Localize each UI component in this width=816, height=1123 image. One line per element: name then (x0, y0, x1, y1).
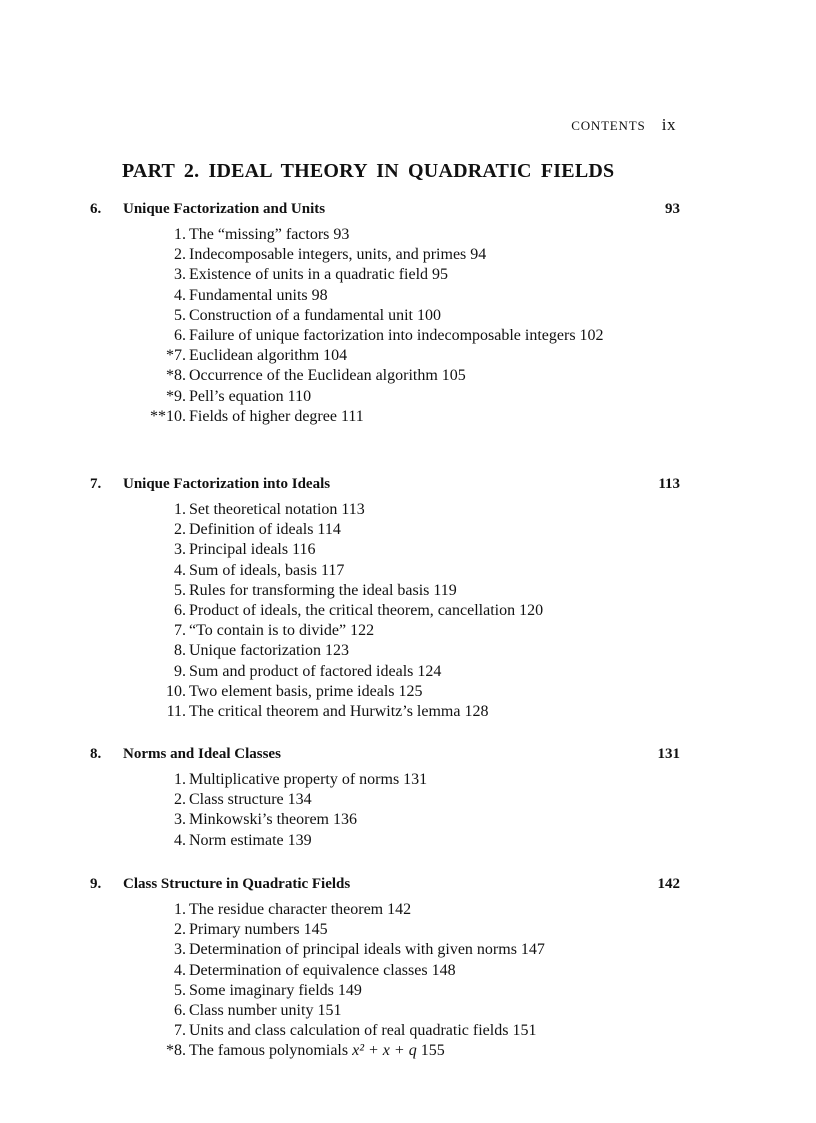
chapter-6 (90, 201, 680, 427)
chapter-title-group (90, 746, 281, 763)
section-item[interactable] (90, 900, 644, 920)
section-title: Existence of units in a quadratic field 95 (189, 266, 449, 284)
section-number: **10. (150, 407, 186, 425)
section-item[interactable] (90, 920, 644, 940)
section-title: Set theoretical notation 113 (189, 501, 365, 518)
chapter-title: Norms and Ideal Classes (123, 746, 281, 762)
part-title: PART 2. IDEAL THEORY IN QUADRATIC FIELDS (122, 160, 615, 182)
section-item[interactable] (90, 770, 644, 790)
section-item[interactable] (90, 702, 644, 722)
section-item[interactable] (90, 682, 644, 702)
section-number: 6. (174, 1002, 186, 1020)
section-item[interactable] (90, 387, 644, 407)
section-number: 2. (174, 791, 186, 809)
section-title: Multiplicative property of norms 131 (189, 771, 428, 788)
chapter-number: 7. (90, 476, 102, 492)
section-number: 1. (174, 901, 186, 918)
section-list (90, 770, 680, 851)
section-title: Primary numbers 145 (189, 921, 328, 939)
section-title: The residue character theorem 142 (189, 901, 412, 918)
section-item[interactable] (90, 581, 644, 601)
section-title: Rules for transforming the ideal basis 119 (189, 581, 457, 599)
section-number: *9. (166, 387, 186, 405)
section-title: Class number unity 151 (189, 1002, 342, 1020)
section-item[interactable] (90, 641, 644, 661)
section-item[interactable] (90, 366, 644, 386)
chapter-heading[interactable] (90, 476, 680, 500)
section-item[interactable] (90, 790, 644, 810)
section-item[interactable] (90, 306, 644, 326)
chapter-number: 6. (90, 201, 102, 217)
section-number: 7. (174, 622, 186, 640)
chapter-page: 142 (657, 876, 680, 892)
section-number: 3. (174, 541, 186, 559)
section-title: Class structure 134 (189, 791, 312, 809)
section-number: *8. (166, 367, 186, 385)
section-title: Indecomposable integers, units, and primes 94 (189, 246, 487, 264)
section-title: “To contain is to divide” 122 (189, 622, 375, 640)
section-item[interactable] (90, 621, 644, 641)
section-number: 4. (174, 831, 186, 849)
chapter-heading[interactable] (90, 876, 680, 900)
section-item[interactable] (90, 662, 644, 682)
running-head-label: CONTENTS (571, 118, 646, 133)
section-title: Two element basis, prime ideals 125 (189, 682, 423, 700)
section-number: 5. (174, 981, 186, 999)
chapter-title: Unique Factorization into Ideals (123, 476, 331, 492)
section-number: 10. (166, 682, 186, 700)
section-list (90, 500, 680, 722)
chapter-page: 93 (665, 201, 680, 217)
section-number: 2. (174, 921, 186, 939)
chapter-title: Class Structure in Quadratic Fields (123, 876, 351, 892)
section-title: Euclidean algorithm 104 (189, 347, 348, 365)
section-title: Definition of ideals 114 (189, 521, 341, 539)
section-item[interactable] (90, 265, 644, 285)
running-head (571, 115, 676, 135)
section-number: 6. (174, 327, 186, 345)
section-title: Sum of ideals, basis 117 (189, 561, 345, 579)
section-item[interactable] (90, 500, 644, 520)
section-list (90, 225, 680, 427)
section-list (90, 900, 680, 1062)
section-number: 2. (174, 246, 186, 264)
chapter-title-group (90, 201, 325, 218)
section-number: *7. (166, 347, 186, 365)
section-number: 3. (174, 266, 186, 284)
section-title: Norm estimate 139 (189, 831, 312, 849)
section-title: Principal ideals 116 (189, 541, 316, 559)
section-item[interactable] (90, 831, 644, 851)
section-page: 155 (420, 1042, 445, 1060)
section-number: 11. (166, 703, 186, 721)
chapter-heading[interactable] (90, 201, 680, 225)
section-title: Minkowski’s theorem 136 (189, 811, 357, 829)
section-item[interactable] (90, 1001, 644, 1021)
section-title: Fields of higher degree 111 (189, 407, 364, 425)
section-title: Some imaginary fields 149 (189, 981, 362, 999)
section-item[interactable] (90, 326, 644, 346)
section-title: Sum and product of factored ideals 124 (189, 662, 442, 680)
chapter-title-group (90, 876, 350, 893)
section-number: 4. (174, 961, 186, 979)
section-item[interactable] (90, 561, 644, 581)
chapter-heading[interactable] (90, 746, 680, 770)
section-number: 1. (174, 501, 186, 518)
section-number: 3. (174, 941, 186, 959)
chapter-number: 9. (90, 876, 102, 892)
section-item[interactable] (90, 286, 644, 306)
chapter-8 (90, 746, 680, 851)
chapter-7 (90, 476, 680, 722)
chapter-number: 8. (90, 746, 102, 762)
section-number: 4. (174, 561, 186, 579)
section-number: 2. (174, 521, 186, 539)
section-title: Fundamental units 98 (189, 286, 328, 304)
section-title: Unique factorization 123 (189, 642, 349, 660)
section-number: 5. (174, 581, 186, 599)
section-item[interactable] (90, 520, 644, 540)
section-formula: x² + x + q (352, 1042, 417, 1060)
chapter-title-group (90, 476, 330, 493)
section-title: Determination of equivalence classes 148 (189, 961, 456, 979)
section-number: 5. (174, 306, 186, 324)
section-title: Construction of a fundamental unit 100 (189, 306, 441, 324)
section-title: Determination of principal ideals with given norms 147 (189, 941, 545, 959)
section-title: The critical theorem and Hurwitz’s lemma 128 (189, 703, 489, 721)
section-number: 6. (174, 602, 186, 620)
section-item[interactable] (90, 407, 644, 427)
section-number: 4. (174, 286, 186, 304)
section-number: 9. (174, 662, 186, 680)
section-title: Units and class calculation of real quadratic fields 151 (189, 1022, 537, 1040)
chapter-title: Unique Factorization and Units (123, 201, 326, 217)
section-item[interactable] (90, 961, 644, 981)
running-head-page-number: ix (661, 115, 676, 134)
section-number: *8. (166, 1042, 186, 1060)
section-item[interactable] (90, 601, 644, 621)
section-item[interactable] (90, 1041, 644, 1061)
section-title: Pell’s equation 110 (189, 387, 312, 405)
section-item[interactable] (90, 810, 644, 830)
section-title: Occurrence of the Euclidean algorithm 105 (189, 367, 466, 385)
section-item[interactable] (90, 346, 644, 366)
section-item[interactable] (90, 540, 644, 560)
section-number: 1. (174, 771, 186, 788)
chapter-page: 131 (657, 746, 680, 762)
section-title: The “missing” factors 93 (189, 226, 350, 243)
section-number: 8. (174, 642, 186, 660)
chapter-9 (90, 876, 680, 1062)
section-number: 1. (174, 226, 186, 243)
section-item[interactable] (90, 225, 644, 245)
section-number: 7. (174, 1022, 186, 1040)
section-item[interactable] (90, 245, 644, 265)
section-item[interactable] (90, 940, 644, 960)
section-item[interactable] (90, 981, 644, 1001)
section-title: The famous polynomials (189, 1042, 349, 1060)
chapter-page: 113 (658, 476, 680, 492)
section-title: Product of ideals, the critical theorem, cancellation 120 (189, 602, 544, 620)
section-title: Failure of unique factorization into indecomposable integers 102 (189, 327, 604, 345)
section-number: 3. (174, 811, 186, 829)
section-item[interactable] (90, 1021, 644, 1041)
